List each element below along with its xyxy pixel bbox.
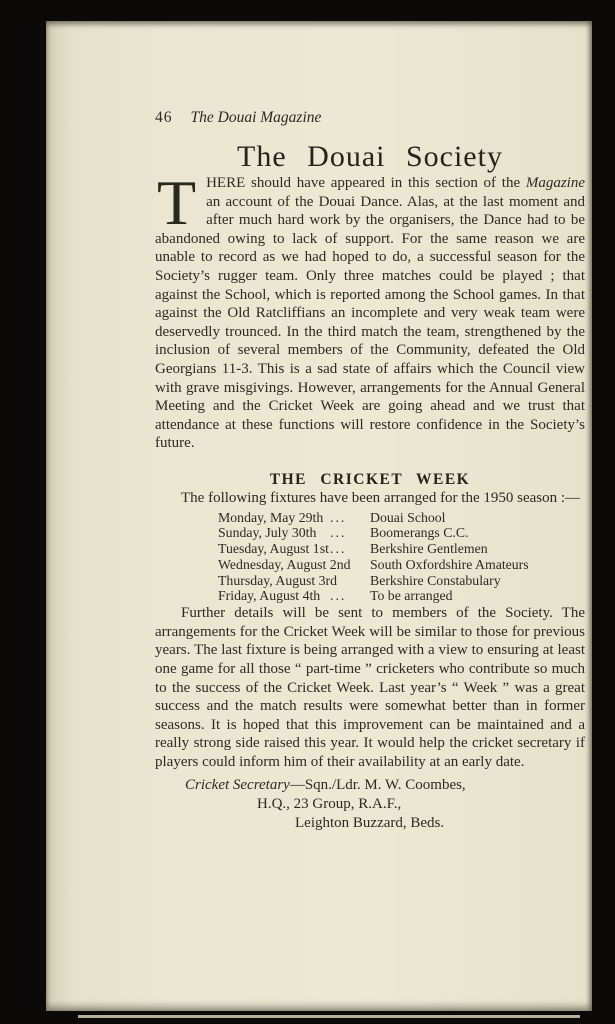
- secretary-role: Cricket Secretary: [185, 776, 290, 793]
- intro-paragraph: [155, 167, 585, 453]
- bottom-page-edge: [78, 1015, 580, 1018]
- fixture-row: [218, 573, 585, 589]
- fixture-date: Monday, May 29th: [218, 509, 324, 525]
- fixture-row: [218, 525, 585, 541]
- running-header: [155, 109, 585, 127]
- cricket-week-heading: THE CRICKET WEEK: [269, 470, 471, 488]
- fixtures-lead-paragraph: The following fixtures have been arranged for the 1950 season :—: [181, 489, 581, 506]
- fixture-row: [218, 510, 585, 526]
- fixture-dots: [330, 557, 370, 573]
- article-title: The Douai Society: [237, 140, 503, 173]
- fixture-dots: ...: [330, 541, 347, 557]
- fixture-dots: ...: [330, 509, 347, 525]
- fixture-dots: ...: [330, 525, 347, 541]
- intro-text-part2: an account of the Douai Dance. Alas, at the last moment and after much hard work by the organisers, the Dance had to be abandoned owing to lack of support. For the same reason we are unable to record as we had hoped to do, a successful season for the Society’s rugger team. Only three matches could be played ; that against the School, which is reported among the School games. In that against the Old Ratcliffians an incomplete and very weak team were deservedly trounced. In the third match the team, strengthened by the inclusion of several members of the Community, defeated the Old Georgians 11-3. This is a sad state of affairs which the Council view with grave misgivings. However, arrangements for the Annual General Meeting and the Cricket Week are going ahead and we trust that attendance at these functions will restore confidence in the Society’s future.: [155, 193, 585, 452]
- book-page-edges: [4, 24, 48, 1010]
- details-paragraph: Further details will be sent to members of the Society. The arrangements for the Cricket Week will be similar to those for previous years. The last fixture is being arranged with a view to ensuring at least one game for all those “ part-time ” cricketers who contribute so much to the success of the Cricket Week. Last year’s “ Week ” was a great success and the match results were somewhat better than in former seasons. It is hoped that this improvement can be maintained and a really strong side raised this year. It would help the cricket secretary if players could inform him of their availability at an early date.: [155, 605, 585, 771]
- fixture-opponent: Berkshire Constabulary: [370, 572, 501, 588]
- fixture-opponent: Douai School: [370, 509, 446, 525]
- fixture-opponent: South Oxfordshire Amateurs: [370, 556, 529, 572]
- fixture-dots: [330, 573, 370, 589]
- fixture-opponent: Berkshire Gentlemen: [370, 541, 488, 557]
- fixture-date: Tuesday, August 1st: [218, 541, 329, 557]
- secretary-name: —Sqn./Ldr. M. W. Coombes,: [289, 776, 466, 793]
- fixture-date: Friday, August 4th: [218, 588, 321, 604]
- scanned-magazine-page: [46, 21, 592, 1011]
- fixture-dots: ...: [330, 588, 347, 604]
- magazine-word-italic: Magazine: [525, 175, 585, 191]
- fixture-row: [218, 557, 585, 573]
- fixture-row: [218, 541, 585, 557]
- page-number: 46: [155, 109, 173, 126]
- fixtures-list: [218, 510, 585, 605]
- fixture-date: Thursday, August 3rd: [218, 572, 338, 588]
- fixture-date: Wednesday, August 2nd: [218, 556, 351, 572]
- drop-cap: T: [157, 167, 197, 238]
- fixture-date: Sunday, July 30th: [218, 525, 317, 541]
- magazine-name: The Douai Magazine: [190, 109, 322, 126]
- fixture-opponent: To be arranged: [370, 588, 453, 604]
- fixture-row: [218, 588, 585, 604]
- town-address-line: Leighton Buzzard, Beds.: [295, 814, 445, 831]
- hq-address-line: H.Q., 23 Group, R.A.F.,: [257, 795, 402, 812]
- fixture-opponent: Boomerangs C.C.: [370, 525, 469, 541]
- signature-block: [155, 776, 585, 833]
- intro-text-part1: HERE should have appeared in this section of the: [206, 175, 526, 191]
- cricket-secretary-line: [185, 776, 585, 795]
- text-block: [155, 109, 585, 833]
